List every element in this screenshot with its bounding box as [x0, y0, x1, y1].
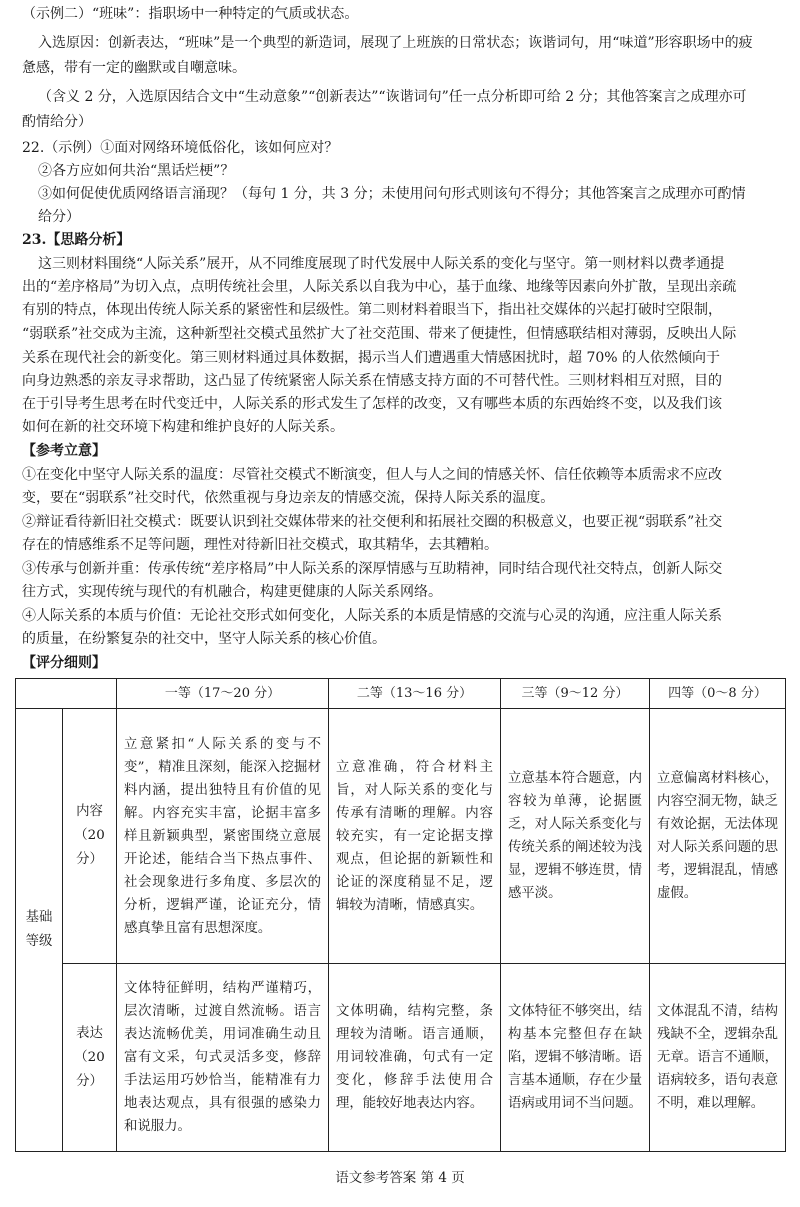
- analysis-line4: “弱联系”社交成为主流，这种新型社交模式虽然扩大了社交范围、带来了便捷性，但情感联结相对薄弱，反映出人际: [22, 326, 737, 342]
- base-level-label: [16, 709, 63, 1152]
- expression-grade-2: 文体明确，结构完整，条理较为清晰。语言通顺，用词较准确，句式有一定变化，修辞手法使用合理，能较好地表达内容。: [329, 964, 501, 1152]
- q22-line1: 22.（示例）①面对网络环境低俗化，该如何应对？: [22, 140, 339, 156]
- content-label: 内容: [76, 804, 103, 819]
- analysis-line3: 有别的特点，体现出传统人际关系的紧密性和层级性。第二则材料着眼当下，指出社交媒体的兴起打破时空限制，: [22, 302, 722, 318]
- header-grade-3: 三等（9～12 分）: [501, 679, 650, 709]
- example2-reason-line2: 惫感，带有一定的幽默或自嘲意味。: [22, 60, 246, 76]
- expression-grade-3: 文体特征不够突出，结构基本完整但存在缺陷，逻辑不够清晰。语言基本通顺，存在少量语病或用词不当问题。: [501, 964, 650, 1152]
- content-grade-4: 立意偏离材料核心，内容空洞无物，缺乏有效论据，无法体现对人际关系问题的思考，逻辑混乱，情感虚假。: [650, 709, 786, 964]
- page-footer: 语文参考答案 第 4 页: [335, 1170, 465, 1186]
- q22-line4: 给分）: [38, 209, 80, 225]
- content-points: （20 分）: [74, 828, 105, 867]
- analysis-line6: 向身边熟悉的亲友寻求帮助，这凸显了传统紧密人际关系在情感支持方面的不可替代性。三则材料相互对照，目的: [22, 373, 722, 389]
- theme4-line2: 的质量，在纷繁复杂的社交中，坚守人际关系的核心价值。: [22, 631, 386, 647]
- expression-grade-1: 文体特征鲜明，结构严谨精巧，层次清晰，过渡自然流畅。语言表达流畅优美，用词准确生动且富有文采，句式灵活多变，修辞手法运用巧妙恰当，能精准有力地表达观点，具有很强的感染力和说服力。: [117, 964, 329, 1152]
- table-corner-cell: [16, 679, 117, 709]
- theme3-line2: 往方式，实现传统与现代的有机融合，构建更健康的人际关系网络。: [22, 584, 442, 600]
- table-row-expression: [16, 964, 786, 1152]
- base-level-label-line1: 基础: [25, 910, 53, 925]
- table-header-row: [16, 679, 786, 709]
- theme1-line2: 变，要在“弱联系”社交时代，依然重视与身边亲友的情感交流，保持人际关系的温度。: [22, 490, 555, 506]
- theme2-line1: ②辩证看待新旧社交模式：既要认识到社交媒体带来的社交便利和拓展社交圈的积极意义，也要正视“弱联系”社交: [22, 514, 723, 530]
- expression-label-cell: [63, 964, 117, 1152]
- analysis-line1: 这三则材料围绕“人际关系”展开，从不同维度展现了时代发展中人际关系的变化与坚守。第一则材料以费孝通提: [38, 256, 725, 272]
- table-row-content: [16, 709, 786, 964]
- analysis-line7: 在于引导考生思考在时代变迁中，人际关系的形式发生了怎样的改变，又有哪些本质的东西始终不变，以及我们该: [22, 396, 722, 412]
- theme2-line2: 存在的情感维系不足等问题，理性对待新旧社交模式，取其精华，去其糟粕。: [22, 537, 498, 553]
- header-grade-2: 二等（13～16 分）: [329, 679, 501, 709]
- content-grade-2: 立意准确，符合材料主旨，对人际关系的变化与传承有清晰的理解。内容较充实，有一定论据支撑观点，但论据的新颖性和论证的深度稍显不足，逻辑较为清晰，情感真实。: [329, 709, 501, 964]
- header-grade-1: 一等（17～20 分）: [117, 679, 329, 709]
- theme4-line1: ④人际关系的本质与价值：无论社交形式如何变化，人际关系的本质是情感的交流与心灵的沟通，应注重人际关系: [22, 608, 722, 624]
- scoring-table: [15, 678, 786, 1152]
- q22-line2: ②各方应如何共治“黑话烂梗”？: [38, 163, 235, 179]
- theme1-line1: ①在变化中坚守人际关系的温度：尽管社交模式不断演变，但人与人之间的情感关怀、信任依赖等本质需求不应改: [22, 467, 722, 483]
- expression-label: 表达: [76, 1025, 103, 1041]
- analysis-line2: 出的“差序格局”为切入点，点明传统社会里，人际关系以自我为中心，基于血缘、地缘等因素向外扩散，呈现出亲疏: [22, 279, 737, 295]
- scoring-rules-heading: 【评分细则】: [22, 655, 106, 671]
- scoring-note-line1: （含义 2 分，入选原因结合文中“生动意象”“创新表达”“诙谐词句”任一点分析即可给 2 分；其他答案言之成理亦可: [38, 89, 747, 105]
- content-grade-1: 立意紧扣“人际关系的变与不变”，精准且深刻，能深入挖掘材料内涵，提出独特且有价值的见解。内容充实丰富，论据丰富多样且新颖典型，紧密围绕立意展开论述，能结合当下热点事件、社会现象进行多角度、多层次的分析，逻辑严谨，论证充分，情感真挚且富有思想深度。: [117, 709, 329, 964]
- analysis-line5: 关系在现代社会的新变化。第三则材料通过具体数据，揭示当人们遭遇重大情感困扰时，超 70% 的人依然倾向于: [22, 350, 721, 366]
- reference-heading: 【参考立意】: [22, 443, 106, 459]
- base-level-label-line2: 等级: [25, 934, 53, 949]
- expression-grade-4: 文体混乱不清，结构残缺不全，逻辑杂乱无章。语言不通顺，语病较多，语句表意不明，难以理解。: [650, 964, 786, 1152]
- scoring-note-line2: 酌情给分）: [22, 114, 92, 130]
- example2-reason-line1: 入选原因：创新表达，“班味”是一个典型的新造词，展现了上班族的日常状态；诙谐词句，用“味道”形容职场中的疲: [38, 35, 753, 51]
- example2-definition: （示例二）“班味”：指职场中一种特定的气质或状态。: [22, 6, 359, 22]
- header-grade-4: 四等（0～8 分）: [650, 679, 786, 709]
- content-label-cell: [63, 709, 117, 964]
- q23-heading: 23.【思路分析】: [22, 232, 131, 248]
- analysis-line8: 如何在新的社交环境下构建和维护良好的人际关系。: [22, 419, 344, 435]
- content-grade-3: 立意基本符合题意，内容较为单薄，论据匮乏，对人际关系变化与传统关系的阐述较为浅显，逻辑不够连贯，情感平淡。: [501, 709, 650, 964]
- q22-line3: ③如何促使优质网络语言涌现？（每句 1 分，共 3 分；未使用问句形式则该句不得分；其他答案言之成理亦可酌情: [38, 186, 746, 202]
- expression-points: （20 分）: [74, 1049, 105, 1089]
- theme3-line1: ③传承与创新并重：传承传统“差序格局”中人际关系的深厚情感与互助精神，同时结合现代社交特点，创新人际交: [22, 561, 723, 577]
